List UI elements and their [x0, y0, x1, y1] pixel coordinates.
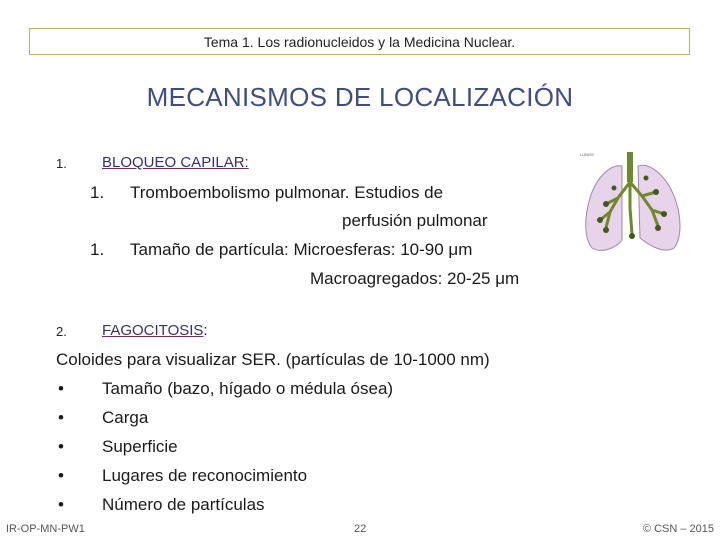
section1-item1-number: 1. — [90, 183, 105, 202]
section1-item2-line2: Macroagregados: 20-25 μm — [310, 269, 520, 288]
bullet-item: Superficie — [102, 437, 178, 456]
left-lung-shape — [586, 166, 622, 251]
lung-caption: LUNGS — [580, 152, 594, 157]
section1-item2-number: 1. — [90, 240, 105, 259]
section1-item1-line1: Tromboembolismo pulmonar. Estudios de — [130, 183, 444, 202]
bullet-glyph: • — [58, 466, 64, 485]
section2-label: FAGOCITOSIS — [102, 322, 204, 339]
section2-intro: Coloides para visualizar SER. (partículas de 10-1000 nm) — [56, 350, 490, 369]
footer-copyright: © CSN – 2015 — [642, 523, 714, 535]
bullet-item: Número de partículas — [102, 495, 265, 514]
bullet-glyph: • — [58, 379, 64, 398]
footer-left: IR-OP-MN-PW1 — [6, 523, 85, 535]
bullet-glyph: • — [58, 495, 64, 514]
lung-illustration — [570, 148, 702, 260]
bullet-glyph: • — [58, 437, 64, 456]
bullet-item: Lugares de reconocimiento — [102, 466, 308, 485]
section1-item2-line1: Tamaño de partícula: Microesferas: 10-90 μm — [130, 240, 473, 259]
trachea-shape — [627, 152, 633, 182]
slide-header — [29, 28, 690, 55]
section1-number: 1. — [56, 156, 67, 171]
header-text: Tema 1. Los radionucleidos y la Medicina Nuclear. — [203, 33, 516, 50]
section2-colon: : — [203, 322, 208, 339]
section2-number: 2. — [56, 324, 67, 339]
section1-item1-line2: perfusión pulmonar — [342, 211, 488, 230]
bullet-item: Tamaño (bazo, hígado o médula ósea) — [102, 379, 394, 398]
section2-label-wrap — [102, 322, 208, 339]
page-number: 22 — [354, 523, 367, 535]
slide-title: MECANISMOS DE LOCALIZACIÓN — [146, 82, 574, 112]
bullet-glyph: • — [58, 408, 64, 427]
section1-label: BLOQUEO CAPILAR: — [102, 154, 249, 171]
bullet-item: Carga — [102, 408, 149, 427]
